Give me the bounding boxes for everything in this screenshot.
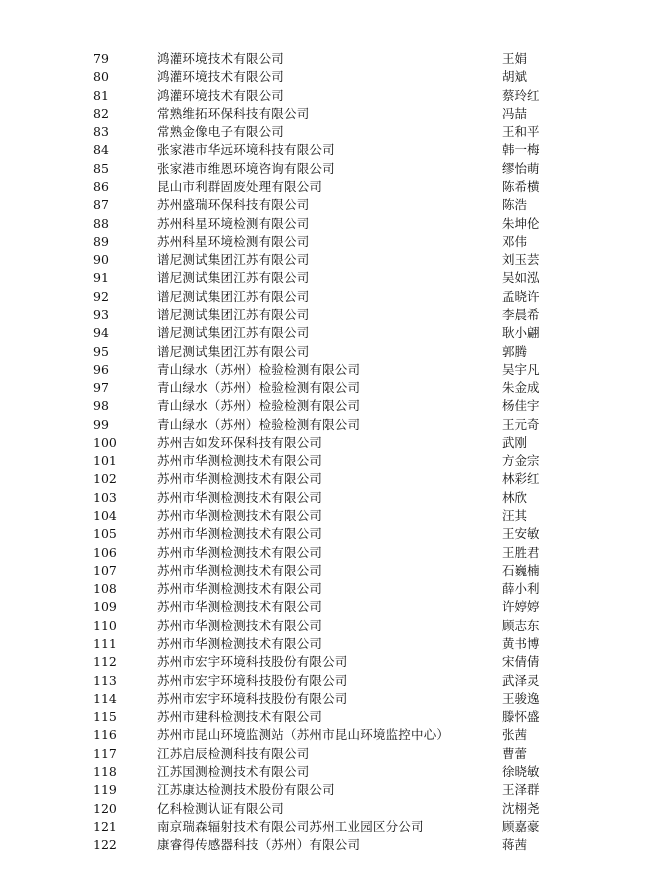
organization-name: 苏州市华测检测技术有限公司 xyxy=(157,581,323,597)
organization-name: 苏州市华测检测技术有限公司 xyxy=(157,599,323,615)
list-row xyxy=(0,434,670,452)
row-number: 113 xyxy=(93,672,117,688)
row-number: 87 xyxy=(93,197,109,213)
list-row xyxy=(0,452,670,470)
person-name: 王元奇 xyxy=(502,416,540,432)
row-number: 120 xyxy=(93,800,117,816)
organization-name: 苏州市昆山环境监测站（苏州市昆山环境监控中心） xyxy=(157,727,450,743)
person-name: 李晨希 xyxy=(502,306,540,322)
person-name: 汪其 xyxy=(502,508,528,524)
row-number: 93 xyxy=(93,306,109,322)
row-number: 90 xyxy=(93,252,109,268)
person-name: 林欣 xyxy=(502,489,528,505)
person-name: 石巍楠 xyxy=(502,562,540,578)
list-row xyxy=(0,416,670,434)
list-row xyxy=(0,269,670,287)
organization-name: 鸿灌环境技术有限公司 xyxy=(157,69,285,85)
person-name: 方金宗 xyxy=(502,453,540,469)
list-row xyxy=(0,397,670,415)
organization-name: 青山绿水（苏州）检验检测有限公司 xyxy=(157,398,361,414)
list-row xyxy=(0,251,670,269)
list-row xyxy=(0,507,670,525)
person-name: 王娟 xyxy=(502,51,528,66)
organization-name: 苏州市华测检测技术有限公司 xyxy=(157,471,323,487)
list-row xyxy=(0,708,670,726)
list-row xyxy=(0,653,670,671)
organization-name: 康睿得传感器科技（苏州）有限公司 xyxy=(157,837,361,853)
row-number: 99 xyxy=(93,416,109,432)
organization-name: 苏州市华测检测技术有限公司 xyxy=(157,544,323,560)
list-row xyxy=(0,178,670,196)
row-number: 86 xyxy=(93,178,109,194)
list-row xyxy=(0,818,670,836)
row-number: 95 xyxy=(93,343,109,359)
row-number: 83 xyxy=(93,124,109,140)
list-row xyxy=(0,196,670,214)
list-row xyxy=(0,836,670,854)
person-name: 蒋茜 xyxy=(502,837,528,853)
person-name: 顾志东 xyxy=(502,617,540,633)
row-number: 81 xyxy=(93,87,109,103)
organization-name: 谱尼测试集团江苏有限公司 xyxy=(157,270,310,286)
person-name: 朱金成 xyxy=(502,380,540,396)
organization-name: 苏州盛瑞环保科技有限公司 xyxy=(157,197,310,213)
organization-name: 常熟金像电子有限公司 xyxy=(157,124,285,140)
organization-name: 谱尼测试集团江苏有限公司 xyxy=(157,343,310,359)
organization-name: 苏州市建科检测技术有限公司 xyxy=(157,709,323,725)
person-name: 武泽灵 xyxy=(502,672,540,688)
person-name: 顾嘉豪 xyxy=(502,818,540,834)
row-number: 119 xyxy=(93,782,117,798)
organization-name: 苏州市宏宇环境科技股份有限公司 xyxy=(157,690,348,706)
row-number: 85 xyxy=(93,160,109,176)
row-number: 89 xyxy=(93,233,109,249)
row-number: 98 xyxy=(93,398,109,414)
person-name: 王和平 xyxy=(502,124,540,140)
person-name: 孟晓许 xyxy=(502,288,540,304)
list-row xyxy=(0,306,670,324)
organization-name: 昆山市利群固废处理有限公司 xyxy=(157,178,323,194)
list-row xyxy=(0,50,670,68)
row-number: 107 xyxy=(93,562,117,578)
list-row xyxy=(0,87,670,105)
organization-name: 江苏康达检测技术股份有限公司 xyxy=(157,782,335,798)
person-name: 滕怀盛 xyxy=(502,709,540,725)
row-number: 97 xyxy=(93,380,109,396)
list-row xyxy=(0,233,670,251)
list-row xyxy=(0,141,670,159)
row-number: 118 xyxy=(93,763,117,779)
list-row xyxy=(0,215,670,233)
row-number: 108 xyxy=(93,581,117,597)
organization-name: 江苏国测检测技术有限公司 xyxy=(157,763,310,779)
organization-name: 苏州市宏宇环境科技股份有限公司 xyxy=(157,654,348,670)
organization-name: 鸿灌环境技术有限公司 xyxy=(157,87,285,103)
organization-name: 苏州市华测检测技术有限公司 xyxy=(157,617,323,633)
list-row xyxy=(0,324,670,342)
organization-name: 苏州市宏宇环境科技股份有限公司 xyxy=(157,672,348,688)
organization-name: 南京瑞森辐射技术有限公司苏州工业园区分公司 xyxy=(157,818,424,834)
list-row xyxy=(0,763,670,781)
list-row xyxy=(0,598,670,616)
row-number: 88 xyxy=(93,215,109,231)
person-name: 韩一梅 xyxy=(502,142,540,158)
list-row xyxy=(0,745,670,763)
organization-name: 谱尼测试集团江苏有限公司 xyxy=(157,306,310,322)
row-number: 82 xyxy=(93,105,109,121)
row-number: 101 xyxy=(93,453,117,469)
person-name: 朱坤伦 xyxy=(502,215,540,231)
list-row xyxy=(0,690,670,708)
person-name: 杨佳宇 xyxy=(502,398,540,414)
list-row xyxy=(0,800,670,818)
row-number: 117 xyxy=(93,745,117,761)
person-name: 徐晓敏 xyxy=(502,763,540,779)
person-name: 王安敏 xyxy=(502,526,540,542)
list-row xyxy=(0,489,670,507)
organization-name: 张家港市华远环境科技有限公司 xyxy=(157,142,335,158)
row-number: 102 xyxy=(93,471,117,487)
row-number: 92 xyxy=(93,288,109,304)
person-name: 张茜 xyxy=(502,727,528,743)
list-row xyxy=(0,525,670,543)
row-number: 115 xyxy=(93,709,117,725)
person-name: 王胜君 xyxy=(502,544,540,560)
person-name: 耿小翩 xyxy=(502,325,540,341)
row-number: 80 xyxy=(93,69,109,85)
person-name: 陈希横 xyxy=(502,178,540,194)
row-number: 105 xyxy=(93,526,117,542)
list-row xyxy=(0,726,670,744)
row-number: 122 xyxy=(93,837,117,853)
list-row xyxy=(0,635,670,653)
list-row xyxy=(0,160,670,178)
row-number: 114 xyxy=(93,690,117,706)
list-row xyxy=(0,544,670,562)
organization-name: 苏州科星环境检测有限公司 xyxy=(157,215,310,231)
list-row xyxy=(0,361,670,379)
organization-name: 谱尼测试集团江苏有限公司 xyxy=(157,252,310,268)
person-name: 宋倩倩 xyxy=(502,654,540,670)
organization-name: 常熟维拓环保科技有限公司 xyxy=(157,105,310,121)
person-name: 曹蕾 xyxy=(502,745,528,761)
list-row xyxy=(0,68,670,86)
list-row xyxy=(0,781,670,799)
organization-name: 苏州市华测检测技术有限公司 xyxy=(157,636,323,651)
person-name: 黄书博 xyxy=(502,636,540,651)
organization-name: 苏州市华测检测技术有限公司 xyxy=(157,526,323,542)
organization-name: 苏州市华测检测技术有限公司 xyxy=(157,453,323,469)
person-name: 胡斌 xyxy=(502,69,528,85)
person-name: 吴宇凡 xyxy=(502,361,540,377)
person-name: 沈栩尧 xyxy=(502,800,540,816)
list-row xyxy=(0,672,670,690)
row-number: 121 xyxy=(93,818,117,834)
list-row xyxy=(0,470,670,488)
person-name: 郭腾 xyxy=(502,343,528,359)
list-row xyxy=(0,123,670,141)
organization-name: 苏州市华测检测技术有限公司 xyxy=(157,489,323,505)
organization-name: 亿科检测认证有限公司 xyxy=(157,800,285,816)
row-number: 104 xyxy=(93,508,117,524)
organization-name: 张家港市维恩环境咨询有限公司 xyxy=(157,160,335,176)
personnel-list xyxy=(0,50,670,854)
person-name: 王泽群 xyxy=(502,782,540,798)
list-row xyxy=(0,562,670,580)
list-row xyxy=(0,379,670,397)
organization-name: 谱尼测试集团江苏有限公司 xyxy=(157,288,310,304)
row-number: 103 xyxy=(93,489,117,505)
person-name: 吴如泓 xyxy=(502,270,540,286)
organization-name: 苏州科星环境检测有限公司 xyxy=(157,233,310,249)
list-row xyxy=(0,105,670,123)
row-number: 79 xyxy=(93,51,109,66)
list-row xyxy=(0,343,670,361)
organization-name: 青山绿水（苏州）检验检测有限公司 xyxy=(157,416,361,432)
row-number: 116 xyxy=(93,727,117,743)
person-name: 缪怡萌 xyxy=(502,160,540,176)
person-name: 蔡玲红 xyxy=(502,87,540,103)
person-name: 武刚 xyxy=(502,434,528,450)
person-name: 王骏逸 xyxy=(502,690,540,706)
person-name: 刘玉芸 xyxy=(502,252,540,268)
row-number: 96 xyxy=(93,361,109,377)
person-name: 薛小利 xyxy=(502,581,540,597)
row-number: 100 xyxy=(93,434,117,450)
row-number: 94 xyxy=(93,325,109,341)
organization-name: 青山绿水（苏州）检验检测有限公司 xyxy=(157,380,361,396)
row-number: 111 xyxy=(93,636,117,651)
person-name: 许婷婷 xyxy=(502,599,540,615)
list-row xyxy=(0,617,670,635)
person-name: 邓伟 xyxy=(502,233,528,249)
row-number: 109 xyxy=(93,599,117,615)
organization-name: 江苏启辰检测科技有限公司 xyxy=(157,745,310,761)
person-name: 陈浩 xyxy=(502,197,528,213)
organization-name: 谱尼测试集团江苏有限公司 xyxy=(157,325,310,341)
row-number: 84 xyxy=(93,142,109,158)
organization-name: 鸿灌环境技术有限公司 xyxy=(157,51,285,66)
list-row xyxy=(0,288,670,306)
row-number: 106 xyxy=(93,544,117,560)
row-number: 110 xyxy=(93,617,117,633)
organization-name: 苏州吉如发环保科技有限公司 xyxy=(157,434,323,450)
person-name: 冯喆 xyxy=(502,105,528,121)
organization-name: 苏州市华测检测技术有限公司 xyxy=(157,508,323,524)
organization-name: 苏州市华测检测技术有限公司 xyxy=(157,562,323,578)
person-name: 林彩红 xyxy=(502,471,540,487)
list-row xyxy=(0,580,670,598)
organization-name: 青山绿水（苏州）检验检测有限公司 xyxy=(157,361,361,377)
row-number: 112 xyxy=(93,654,117,670)
row-number: 91 xyxy=(93,270,109,286)
